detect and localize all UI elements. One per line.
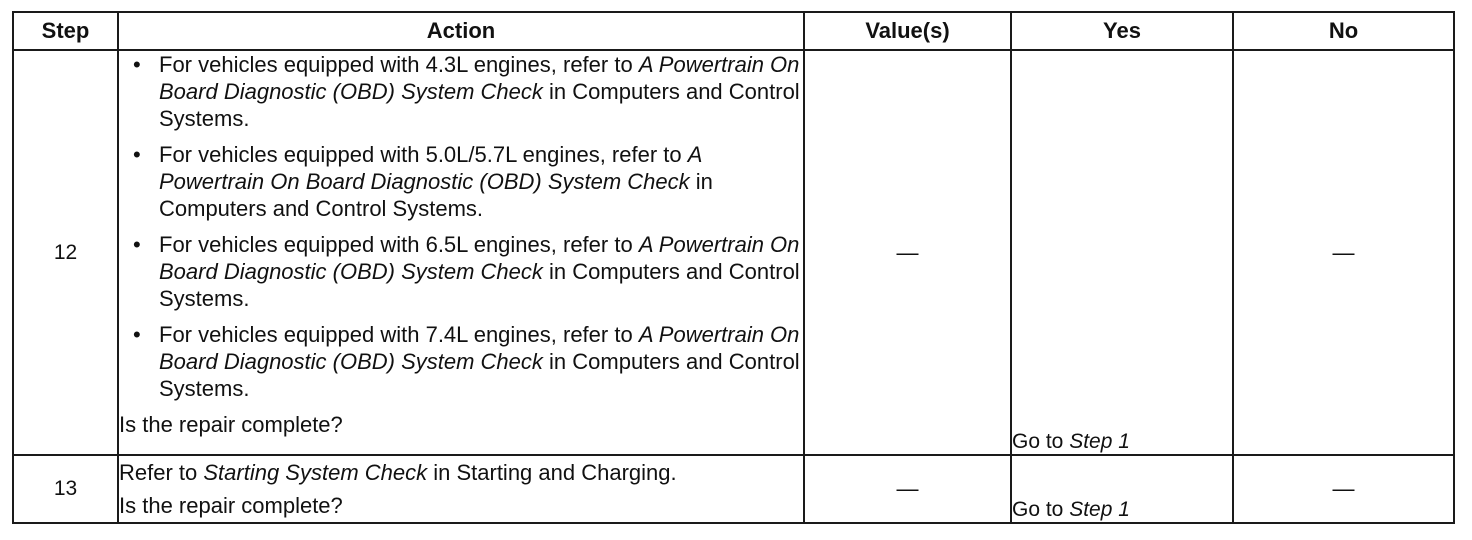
- bullet-glyph: •: [133, 52, 141, 77]
- procedure-reference: A Powertrain On Board Diagnostic (OBD) System Check: [159, 232, 800, 284]
- procedure-reference: A Powertrain On Board Diagnostic (OBD) System Check: [159, 52, 800, 104]
- bullet-text: in Computers and Control Systems.: [159, 79, 800, 131]
- bullet-text: in Computers and Control Systems.: [159, 259, 800, 311]
- bullet-text: in Computers and Control Systems.: [159, 169, 713, 221]
- bullet-list: [119, 51, 803, 402]
- list-item: [119, 51, 803, 132]
- no-cell: —: [1233, 50, 1454, 455]
- values-cell: —: [804, 455, 1011, 523]
- header-values: Value(s): [804, 12, 1011, 50]
- bullet-text: in Computers and Control Systems.: [159, 349, 800, 401]
- header-no: No: [1233, 12, 1454, 50]
- diagnostic-table: [12, 11, 1455, 524]
- step-number: 12: [13, 50, 118, 455]
- bullet-text: For vehicles equipped with 7.4L engines, refer to: [159, 322, 639, 347]
- table-row-step-13: [13, 455, 1454, 523]
- list-item: [119, 231, 803, 312]
- action-text: in Starting and Charging.: [427, 460, 677, 485]
- bullet-text: For vehicles equipped with 5.0L/5.7L engines, refer to: [159, 142, 688, 167]
- repair-question: Is the repair complete?: [119, 493, 343, 518]
- action-line: [119, 456, 803, 489]
- yes-text: Go to: [1012, 430, 1070, 453]
- bullet-text: For vehicles equipped with 4.3L engines, refer to: [159, 52, 639, 77]
- values-cell: —: [804, 50, 1011, 455]
- yes-text: Go to: [1012, 498, 1070, 521]
- action-cell: [118, 50, 804, 455]
- bullet-text: For vehicles equipped with 6.5L engines, refer to: [159, 232, 639, 257]
- header-row: [13, 12, 1454, 50]
- yes-cell: [1011, 455, 1233, 523]
- header-yes: Yes: [1011, 12, 1233, 50]
- table-row-step-12: [13, 50, 1454, 455]
- bullet-glyph: •: [133, 142, 141, 167]
- header-step: Step: [13, 12, 118, 50]
- action-cell: [118, 455, 804, 523]
- no-cell: —: [1233, 455, 1454, 523]
- bullet-glyph: •: [133, 232, 141, 257]
- list-item: [119, 321, 803, 402]
- procedure-reference: Starting System Check: [203, 460, 428, 485]
- step-number: 13: [13, 455, 118, 523]
- procedure-reference: A Powertrain On Board Diagnostic (OBD) System Check: [159, 142, 702, 194]
- action-text: Refer to: [119, 460, 204, 485]
- list-item: [119, 141, 803, 222]
- procedure-reference: A Powertrain On Board Diagnostic (OBD) System Check: [159, 322, 800, 374]
- yes-cell: [1011, 50, 1233, 455]
- step-reference: Step 1: [1069, 430, 1130, 453]
- bullet-glyph: •: [133, 322, 141, 347]
- step-reference: Step 1: [1069, 498, 1130, 521]
- header-action: Action: [118, 12, 804, 50]
- repair-question: Is the repair complete?: [119, 412, 343, 437]
